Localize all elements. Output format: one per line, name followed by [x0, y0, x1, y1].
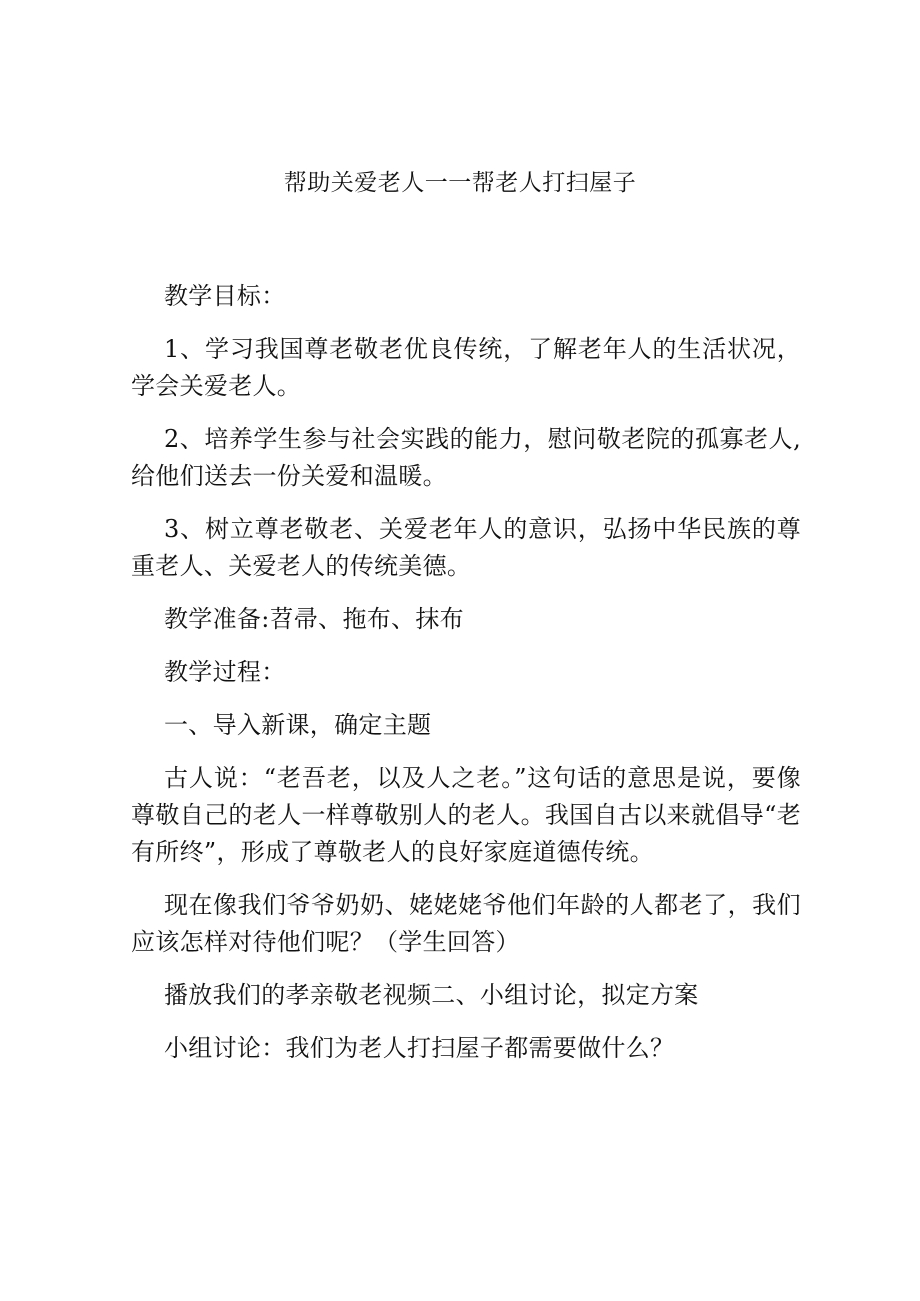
heading-teaching-process: 教学过程：: [164, 658, 286, 686]
group-discussion-paragraph: 小组讨论：我们为老人打扫屋子都需要做什么？: [164, 1034, 675, 1062]
section-1-heading: 一、导入新课，确定主题: [164, 711, 432, 739]
heading-teaching-goals: 教学目标：: [164, 282, 286, 310]
document-body: [131, 278, 801, 1083]
goal-1: 1、学习我国尊老敬老优良传统，了解老年人的生活状况，学会关爱老人。: [131, 335, 801, 400]
goal-2: 2、培养学生参与社会实践的能力，慰问敬老院的孤寡老人,给他们送去一份关爱和温暖。: [131, 425, 801, 490]
ancient-quote-paragraph: 古人说：“老吾老，以及人之老。”这句话的意思是说，要像尊敬自己的老人一样尊敬别人的老人。我国自古以来就倡导“老有所终”，形成了尊敬老人的良好家庭道德传统。: [131, 764, 801, 866]
teaching-preparation: 教学准备:苕帚、拖布、抹布: [164, 605, 464, 633]
document-title: 帮助关爱老人一一帮老人打扫屋子: [283, 170, 637, 196]
question-paragraph: 现在像我们爷爷奶奶、姥姥姥爷他们年龄的人都老了，我们应该怎样对待他们呢？（学生回答）: [131, 891, 801, 956]
goal-3: 3、树立尊老敬老、关爱老年人的意识，弘扬中华民族的尊重老人、关爱老人的传统美德。: [131, 515, 801, 580]
video-and-section-2-paragraph: 播放我们的孝亲敬老视频二、小组讨论，拟定方案: [164, 981, 699, 1009]
